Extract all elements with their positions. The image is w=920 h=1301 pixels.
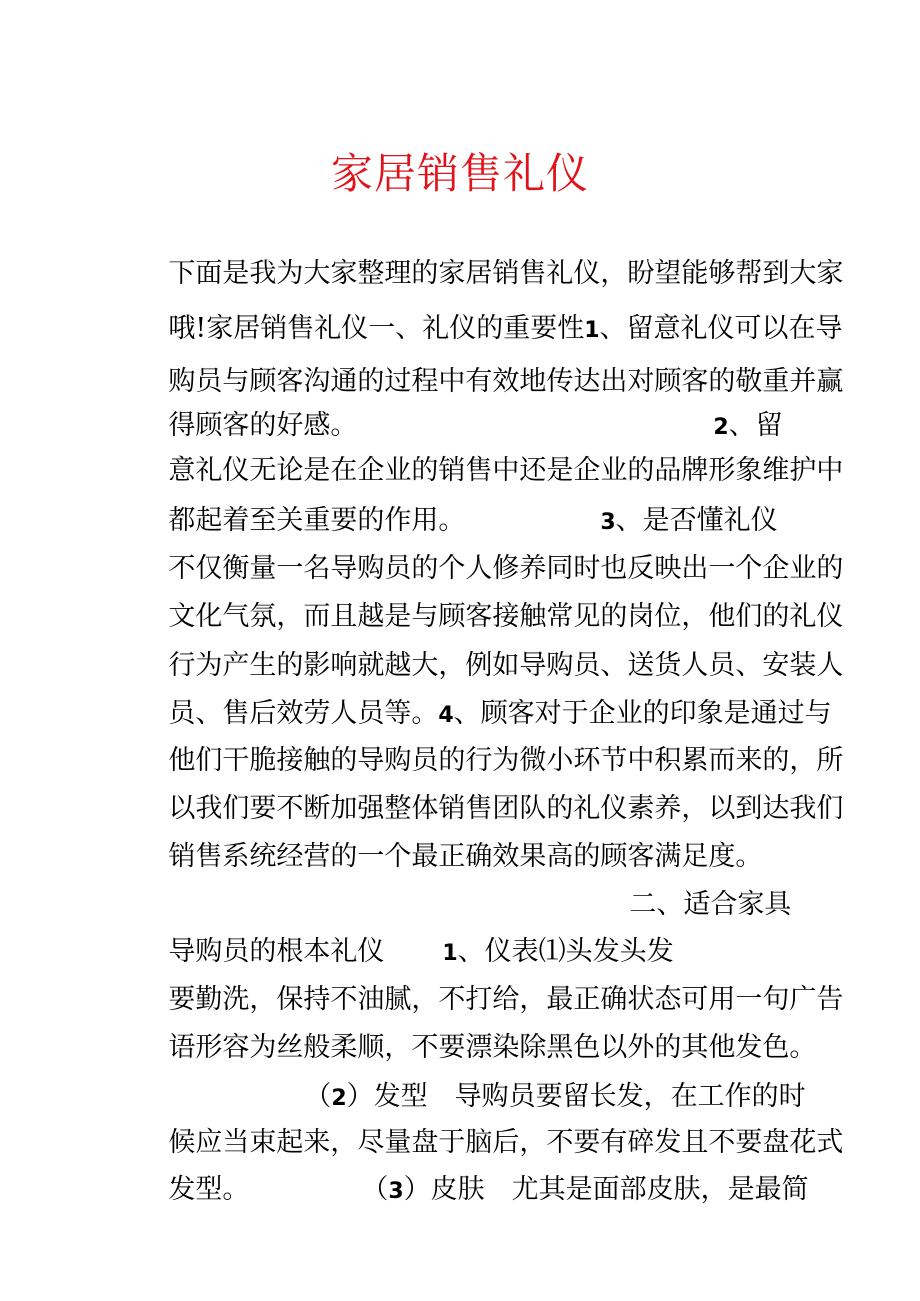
text-segment: 语形容为丝般柔顺，不要漂染除黑色以外的其他发色。 [168,1032,817,1063]
text-line [134,357,358,441]
text-line [134,500,844,584]
text-segment: 购员与顾客沟通的过程中有效地传达出对顾客的敬重并赢 [168,366,844,397]
text-line [134,645,832,729]
text-line [327,1121,809,1205]
numbered-marker: 2 [331,1086,347,1111]
text-line [134,313,844,397]
text-line [134,597,844,681]
text-segment: 他们干脆接触的导购员的行为微小环节中积累而来的，所 [168,745,844,776]
text-segment: 都起着至关重要的作用。 [168,505,466,536]
text-segment: 不仅衡量一名导购员的个人修养同时也反映出一个企业的 [168,553,844,584]
text-line [566,452,778,536]
text-line [134,548,844,632]
text-segment: 下面是我为大家整理的家居销售礼仪，盼望能够帮到大家 [168,258,844,289]
text-line [408,883,674,967]
numbered-marker: 4 [438,703,454,728]
text-segment: （ [304,1081,332,1112]
document-title: 家居销售礼仪 [330,149,589,198]
text-segment: 候应当束起来，尽量盘于脑后，不要有碎发且不要盘花式 [168,1127,844,1158]
text-line [134,1074,844,1158]
text-segment: ）发型 导购员要留长发，在工作的时 [346,1081,806,1112]
text-line [134,979,817,1063]
text-segment: （ [361,1174,389,1205]
text-line [134,931,844,1015]
text-line [134,205,844,289]
text-segment: 员、售后效劳人员等。 [168,698,439,729]
text-line [270,1028,806,1112]
text-segment: 以我们要不断加强整体销售团队的礼仪素养，以到达我们 [168,793,844,824]
numbered-marker: 1 [584,318,600,343]
text-segment: 、顾客对于企业的印象是通过与 [453,698,832,729]
text-segment: 行为产生的影响就越大，例如导购员、送货人员、安装人 [168,650,844,681]
text-segment: 销售系统经营的一个最正确效果高的顾客满足度。 [168,841,763,872]
text-segment: 意礼仪无论是在企业的销售中还是企业的品牌形象维护中 [168,455,844,486]
text-line [134,402,844,486]
text-segment: 、是否懂礼仪 [615,505,778,536]
text-line [134,692,844,776]
text-segment: 得顾客的好感。 [168,410,358,441]
text-line [134,883,385,967]
text-segment: 、留意礼仪可以在导 [599,313,843,344]
text-segment: 发型。 [168,1174,250,1205]
text-line [595,836,792,920]
text-line [134,788,763,872]
text-segment: 、仪表⑴头发头发 [457,936,674,967]
text-line [679,357,783,441]
numbered-marker: 1 [442,941,458,966]
numbered-marker: 2 [713,415,729,440]
text-segment: 要勤洗，保持不油腻，不打给，最正确状态可用一句广告 [168,984,844,1015]
text-line [134,740,844,824]
text-line [134,1121,250,1205]
text-segment: 哦!家居销售礼仪一、礼仪的重要性 [168,313,585,344]
text-segment: ）皮肤 尤其是面部皮肤，是最简 [403,1174,809,1205]
numbered-marker: 3 [388,1179,404,1204]
text-segment: 二、适合家具 [629,889,792,920]
numbered-marker: 3 [600,510,616,535]
text-line [134,260,843,344]
text-segment: 导购员的根本礼仪 [168,936,385,967]
text-line [134,452,466,536]
text-segment: 、留 [728,410,783,441]
text-segment: 文化气氛，而且越是与顾客接触常见的岗位，他们的礼仪 [168,601,844,632]
